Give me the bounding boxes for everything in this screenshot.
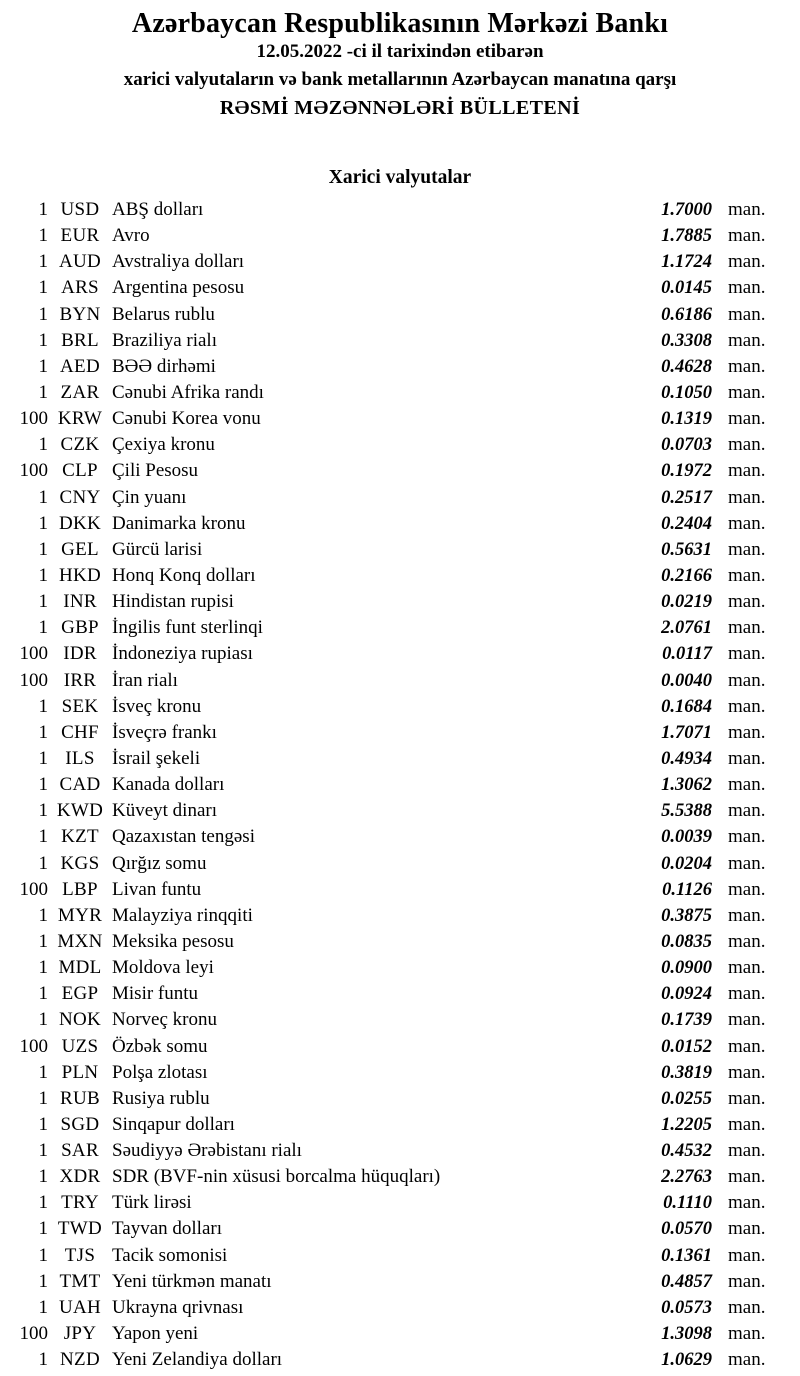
name-cell: İndoneziya rupiası xyxy=(112,643,253,665)
name-cell: Qırğız somu xyxy=(112,852,207,874)
rate-cell: 0.1972 xyxy=(661,461,712,482)
name-cell: Avstraliya dolları xyxy=(112,251,245,273)
name-cell: ABŞ dolları xyxy=(112,199,204,220)
code-cell: SAR xyxy=(61,1140,99,1162)
rate-cell: 1.7885 xyxy=(661,226,712,247)
qty-cell: 1 xyxy=(38,512,48,534)
qty-cell: 1 xyxy=(38,721,48,743)
unit-cell: man. xyxy=(728,695,766,717)
rate-cell: 0.0835 xyxy=(661,931,712,952)
name-cell: Kanada dolları xyxy=(112,774,225,796)
code-cell: UZS xyxy=(61,1035,99,1057)
unit-cell: man. xyxy=(728,486,766,508)
qty-cell: 1 xyxy=(38,930,48,952)
qty-cell: 100 xyxy=(19,1035,48,1057)
rate-row xyxy=(0,1347,800,1373)
qty-cell: 1 xyxy=(38,1244,48,1266)
qty-cell: 1 xyxy=(38,800,48,822)
rate-row xyxy=(0,1295,800,1321)
rate-row xyxy=(0,249,800,275)
rate-row xyxy=(0,1034,800,1060)
rate-row xyxy=(0,1269,800,1295)
name-cell: Belarus rublu xyxy=(112,303,215,325)
unit-cell: man. xyxy=(728,826,766,848)
name-cell: Polşa zlotası xyxy=(112,1061,208,1083)
code-cell: IRR xyxy=(63,669,97,691)
name-cell: BƏƏ dirhəmi xyxy=(112,355,216,377)
rate-row xyxy=(0,275,800,301)
code-cell: SGD xyxy=(60,1113,100,1135)
qty-cell: 1 xyxy=(38,1349,48,1371)
rate-row xyxy=(0,1112,800,1138)
code-cell: INR xyxy=(63,591,97,613)
rate-cell: 0.3875 xyxy=(661,905,712,926)
name-cell: Hindistan rupisi xyxy=(112,591,234,613)
name-cell: İsrail şekeli xyxy=(112,747,201,769)
code-cell: UAH xyxy=(58,1296,102,1318)
unit-cell: man. xyxy=(728,408,766,430)
rate-cell: 0.0573 xyxy=(661,1297,712,1318)
name-cell: Qazaxıstan tengəsi xyxy=(112,826,255,848)
rate-cell: 2.0761 xyxy=(661,618,712,639)
qty-cell: 1 xyxy=(38,329,48,351)
qty-cell: 1 xyxy=(38,1009,48,1031)
rate-row xyxy=(0,981,800,1007)
rate-cell: 0.4857 xyxy=(661,1271,712,1292)
name-cell: Meksika pesosu xyxy=(112,930,234,952)
qty-cell: 100 xyxy=(19,669,48,691)
rate-row xyxy=(0,1164,800,1190)
code-cell: CZK xyxy=(60,434,100,456)
rate-row xyxy=(0,485,800,511)
rate-cell: 0.1319 xyxy=(661,409,712,430)
qty-cell: 1 xyxy=(38,1166,48,1188)
unit-cell: man. xyxy=(728,957,766,979)
code-cell: GBP xyxy=(61,617,99,639)
rate-row xyxy=(0,354,800,380)
rate-row xyxy=(0,1060,800,1086)
name-cell: Moldova leyi xyxy=(112,957,214,979)
code-cell: GEL xyxy=(61,538,99,560)
unit-cell: man. xyxy=(728,225,766,247)
code-cell: IDR xyxy=(63,643,97,665)
name-cell: Ukrayna qrivnası xyxy=(112,1296,244,1318)
name-cell: Cənubi Korea vonu xyxy=(112,408,261,430)
name-cell: Yapon yeni xyxy=(112,1323,199,1345)
rate-row xyxy=(0,1243,800,1269)
name-cell: Tayvan dolları xyxy=(112,1218,222,1240)
qty-cell: 1 xyxy=(38,225,48,247)
rate-cell: 0.0570 xyxy=(661,1219,712,1240)
qty-cell: 1 xyxy=(38,1296,48,1318)
code-cell: EGP xyxy=(61,983,99,1005)
qty-cell: 1 xyxy=(38,355,48,377)
code-cell: MXN xyxy=(57,930,103,952)
code-cell: CAD xyxy=(59,774,101,796)
qty-cell: 1 xyxy=(38,1192,48,1214)
code-cell: RUB xyxy=(60,1087,100,1109)
rate-cell: 0.6186 xyxy=(661,304,712,325)
unit-cell: man. xyxy=(728,329,766,351)
qty-cell: 1 xyxy=(38,591,48,613)
rate-row xyxy=(0,824,800,850)
qty-cell: 1 xyxy=(38,826,48,848)
qty-cell: 1 xyxy=(38,1218,48,1240)
qty-cell: 1 xyxy=(38,1087,48,1109)
rate-cell: 0.0219 xyxy=(661,592,712,613)
unit-cell: man. xyxy=(728,852,766,874)
name-cell: Türk lirəsi xyxy=(112,1192,192,1214)
rate-cell: 1.7000 xyxy=(661,200,712,220)
rate-row xyxy=(0,772,800,798)
rate-cell: 0.0152 xyxy=(661,1036,712,1057)
rate-row xyxy=(0,406,800,432)
qty-cell: 1 xyxy=(38,774,48,796)
code-cell: TMT xyxy=(59,1270,101,1292)
name-cell: Gürcü larisi xyxy=(112,538,203,560)
unit-cell: man. xyxy=(728,460,766,482)
rate-row xyxy=(0,746,800,772)
code-cell: BRL xyxy=(61,329,99,351)
rate-row xyxy=(0,1007,800,1033)
rate-row xyxy=(0,955,800,981)
rate-cell: 0.2166 xyxy=(661,565,712,586)
name-cell: İngilis funt sterlinqi xyxy=(112,617,263,639)
rate-cell: 0.0117 xyxy=(662,644,712,665)
code-cell: NOK xyxy=(58,1009,102,1031)
rate-row xyxy=(0,877,800,903)
rate-row xyxy=(0,641,800,667)
qty-cell: 100 xyxy=(19,408,48,430)
qty-cell: 1 xyxy=(38,1061,48,1083)
rate-row xyxy=(0,851,800,877)
rate-cell: 0.3819 xyxy=(661,1062,712,1083)
unit-cell: man. xyxy=(728,1218,766,1240)
code-cell: TWD xyxy=(57,1218,103,1240)
page-title: Azərbaycan Respublikasının Mərkəzi Bankı xyxy=(131,8,669,39)
rate-row xyxy=(0,197,800,223)
unit-cell: man. xyxy=(728,800,766,822)
rate-row xyxy=(0,615,800,641)
qty-cell: 1 xyxy=(38,199,48,220)
code-cell: CNY xyxy=(59,486,101,508)
code-cell: TRY xyxy=(61,1192,99,1214)
code-cell: KRW xyxy=(57,408,103,430)
unit-cell: man. xyxy=(728,1035,766,1057)
code-cell: TJS xyxy=(64,1244,96,1266)
rate-row xyxy=(0,302,800,328)
code-cell: AUD xyxy=(58,251,102,273)
name-cell: Livan funtu xyxy=(112,878,202,900)
unit-cell: man. xyxy=(728,512,766,534)
rate-row xyxy=(0,694,800,720)
unit-cell: man. xyxy=(728,1009,766,1031)
rate-row xyxy=(0,929,800,955)
name-cell: Rusiya rublu xyxy=(112,1087,210,1109)
qty-cell: 1 xyxy=(38,747,48,769)
unit-cell: man. xyxy=(728,1323,766,1345)
effective-date-line: 12.05.2022 -ci il tarixindən etibarən xyxy=(256,41,544,62)
rate-row xyxy=(0,1216,800,1242)
unit-cell: man. xyxy=(728,669,766,691)
rate-row xyxy=(0,1321,800,1347)
name-cell: Braziliya rialı xyxy=(112,329,217,351)
name-cell: Çili Pesosu xyxy=(112,460,199,482)
qty-cell: 1 xyxy=(38,852,48,874)
rate-cell: 1.3062 xyxy=(661,775,712,796)
rate-cell: 0.4628 xyxy=(661,356,712,377)
name-cell: Yeni Zelandiya dolları xyxy=(112,1349,283,1371)
unit-cell: man. xyxy=(728,747,766,769)
name-cell: Yeni türkmən manatı xyxy=(112,1270,272,1292)
rate-cell: 0.1126 xyxy=(662,879,712,900)
rate-cell: 0.0900 xyxy=(661,958,712,979)
name-cell: Misir funtu xyxy=(112,983,199,1005)
name-cell: İsveçrə frankı xyxy=(112,721,217,743)
rate-cell: 0.0924 xyxy=(661,984,712,1005)
code-cell: KZT xyxy=(61,826,99,848)
name-cell: Tacik somonisi xyxy=(112,1244,228,1266)
code-cell: MYR xyxy=(57,904,103,926)
name-cell: Cənubi Afrika randı xyxy=(112,381,264,403)
rate-cell: 0.0145 xyxy=(661,278,712,299)
rate-cell: 0.5631 xyxy=(661,539,712,560)
rate-row xyxy=(0,1086,800,1112)
rates-table xyxy=(0,197,800,1373)
qty-cell: 100 xyxy=(19,460,48,482)
name-cell: Honq Konq dolları xyxy=(112,564,256,586)
qty-cell: 1 xyxy=(38,251,48,273)
rate-cell: 0.1361 xyxy=(661,1245,712,1266)
code-cell: NZD xyxy=(60,1349,100,1371)
unit-cell: man. xyxy=(728,1270,766,1292)
rate-row xyxy=(0,328,800,354)
rate-cell: 0.0703 xyxy=(661,435,712,456)
bulletin-title: RƏSMİ MƏZƏNNƏLƏRİ BÜLLETENİ xyxy=(219,97,581,119)
qty-cell: 1 xyxy=(38,1270,48,1292)
qty-cell: 100 xyxy=(19,878,48,900)
rate-row xyxy=(0,589,800,615)
code-cell: EUR xyxy=(60,225,100,247)
name-cell: Sinqapur dolları xyxy=(112,1113,235,1135)
name-cell: SDR (BVF-nin xüsusi borcalma hüquqları) xyxy=(112,1166,441,1188)
qty-cell: 1 xyxy=(38,486,48,508)
qty-cell: 1 xyxy=(38,904,48,926)
rate-row xyxy=(0,458,800,484)
rate-cell: 1.7071 xyxy=(661,722,712,743)
name-cell: Avro xyxy=(112,225,150,247)
unit-cell: man. xyxy=(728,721,766,743)
rate-row xyxy=(0,720,800,746)
name-cell: Çexiya kronu xyxy=(112,434,215,456)
code-cell: JPY xyxy=(63,1323,97,1345)
code-cell: ZAR xyxy=(60,381,100,403)
code-cell: MDL xyxy=(58,957,102,979)
rate-cell: 0.1110 xyxy=(663,1193,712,1214)
rate-cell: 0.1739 xyxy=(661,1010,712,1031)
unit-cell: man. xyxy=(728,904,766,926)
qty-cell: 1 xyxy=(38,617,48,639)
code-cell: AED xyxy=(60,355,100,377)
rate-cell: 0.0040 xyxy=(661,670,712,691)
unit-cell: man. xyxy=(728,381,766,403)
rate-cell: 1.1724 xyxy=(661,252,712,273)
rate-cell: 0.0255 xyxy=(661,1088,712,1109)
unit-cell: man. xyxy=(728,1192,766,1214)
name-cell: Danimarka kronu xyxy=(112,512,246,534)
qty-cell: 1 xyxy=(38,957,48,979)
unit-cell: man. xyxy=(728,1244,766,1266)
rate-row xyxy=(0,1138,800,1164)
rate-cell: 1.0629 xyxy=(661,1350,712,1371)
rate-cell: 0.0039 xyxy=(661,827,712,848)
unit-cell: man. xyxy=(728,1296,766,1318)
rate-cell: 0.2517 xyxy=(661,487,712,508)
qty-cell: 1 xyxy=(38,538,48,560)
rate-row xyxy=(0,223,800,249)
qty-cell: 1 xyxy=(38,695,48,717)
rate-row xyxy=(0,1190,800,1216)
code-cell: CLP xyxy=(62,460,98,482)
code-cell: ILS xyxy=(65,747,95,769)
code-cell: XDR xyxy=(59,1166,101,1188)
name-cell: Argentina pesosu xyxy=(112,277,245,299)
qty-cell: 1 xyxy=(38,434,48,456)
code-cell: PLN xyxy=(61,1061,99,1083)
unit-cell: man. xyxy=(728,878,766,900)
qty-cell: 1 xyxy=(38,564,48,586)
rate-cell: 0.4532 xyxy=(661,1141,712,1162)
unit-cell: man. xyxy=(728,617,766,639)
rate-row xyxy=(0,563,800,589)
code-cell: CHF xyxy=(61,721,99,743)
unit-cell: man. xyxy=(728,774,766,796)
unit-cell: man. xyxy=(728,303,766,325)
name-cell: Norveç kronu xyxy=(112,1009,217,1031)
qty-cell: 1 xyxy=(38,1140,48,1162)
code-cell: KWD xyxy=(56,800,104,822)
rate-cell: 0.1050 xyxy=(661,382,712,403)
section-title-foreign-currencies: Xarici valyutalar xyxy=(328,167,472,188)
code-cell: LBP xyxy=(62,878,98,900)
rate-row xyxy=(0,537,800,563)
name-cell: Küveyt dinarı xyxy=(112,800,218,822)
rate-cell: 0.2404 xyxy=(661,513,712,534)
unit-cell: man. xyxy=(728,199,766,220)
rate-cell: 5.5388 xyxy=(661,801,712,822)
unit-cell: man. xyxy=(728,277,766,299)
code-cell: BYN xyxy=(59,303,101,325)
name-cell: İsveç kronu xyxy=(112,695,202,717)
rate-cell: 1.3098 xyxy=(661,1324,712,1345)
qty-cell: 100 xyxy=(19,1323,48,1345)
unit-cell: man. xyxy=(728,930,766,952)
document-header xyxy=(0,0,800,122)
unit-cell: man. xyxy=(728,251,766,273)
qty-cell: 1 xyxy=(38,381,48,403)
rate-row xyxy=(0,380,800,406)
code-cell: SEK xyxy=(61,695,99,717)
rate-cell: 0.0204 xyxy=(661,853,712,874)
rate-cell: 0.3308 xyxy=(661,330,712,351)
unit-cell: man. xyxy=(728,564,766,586)
code-cell: USD xyxy=(60,199,100,220)
unit-cell: man. xyxy=(728,355,766,377)
unit-cell: man. xyxy=(728,1140,766,1162)
qty-cell: 1 xyxy=(38,983,48,1005)
code-cell: KGS xyxy=(60,852,100,874)
unit-cell: man. xyxy=(728,434,766,456)
rate-row xyxy=(0,668,800,694)
unit-cell: man. xyxy=(728,1087,766,1109)
unit-cell: man. xyxy=(728,1166,766,1188)
qty-cell: 1 xyxy=(38,1113,48,1135)
unit-cell: man. xyxy=(728,643,766,665)
name-cell: Səudiyyə Ərəbistanı rialı xyxy=(112,1140,302,1162)
code-cell: ARS xyxy=(61,277,99,299)
unit-cell: man. xyxy=(728,1349,766,1371)
subject-line: xarici valyutaların və bank metallarının Azərbaycan manatına qarşı xyxy=(123,69,677,90)
rate-row xyxy=(0,432,800,458)
unit-cell: man. xyxy=(728,1061,766,1083)
rate-cell: 1.2205 xyxy=(661,1114,712,1135)
name-cell: Özbək somu xyxy=(112,1035,208,1057)
rate-row xyxy=(0,903,800,929)
rate-row xyxy=(0,798,800,824)
unit-cell: man. xyxy=(728,983,766,1005)
name-cell: İran rialı xyxy=(112,669,178,691)
qty-cell: 1 xyxy=(38,277,48,299)
qty-cell: 1 xyxy=(38,303,48,325)
rate-cell: 0.1684 xyxy=(661,696,712,717)
unit-cell: man. xyxy=(728,538,766,560)
rate-cell: 0.4934 xyxy=(661,748,712,769)
rate-cell: 2.2763 xyxy=(661,1167,712,1188)
qty-cell: 100 xyxy=(19,643,48,665)
rate-row xyxy=(0,511,800,537)
unit-cell: man. xyxy=(728,1113,766,1135)
code-cell: HKD xyxy=(58,564,102,586)
name-cell: Malayziya rinqqiti xyxy=(112,904,253,926)
code-cell: DKK xyxy=(58,512,102,534)
name-cell: Çin yuanı xyxy=(112,486,187,508)
unit-cell: man. xyxy=(728,591,766,613)
